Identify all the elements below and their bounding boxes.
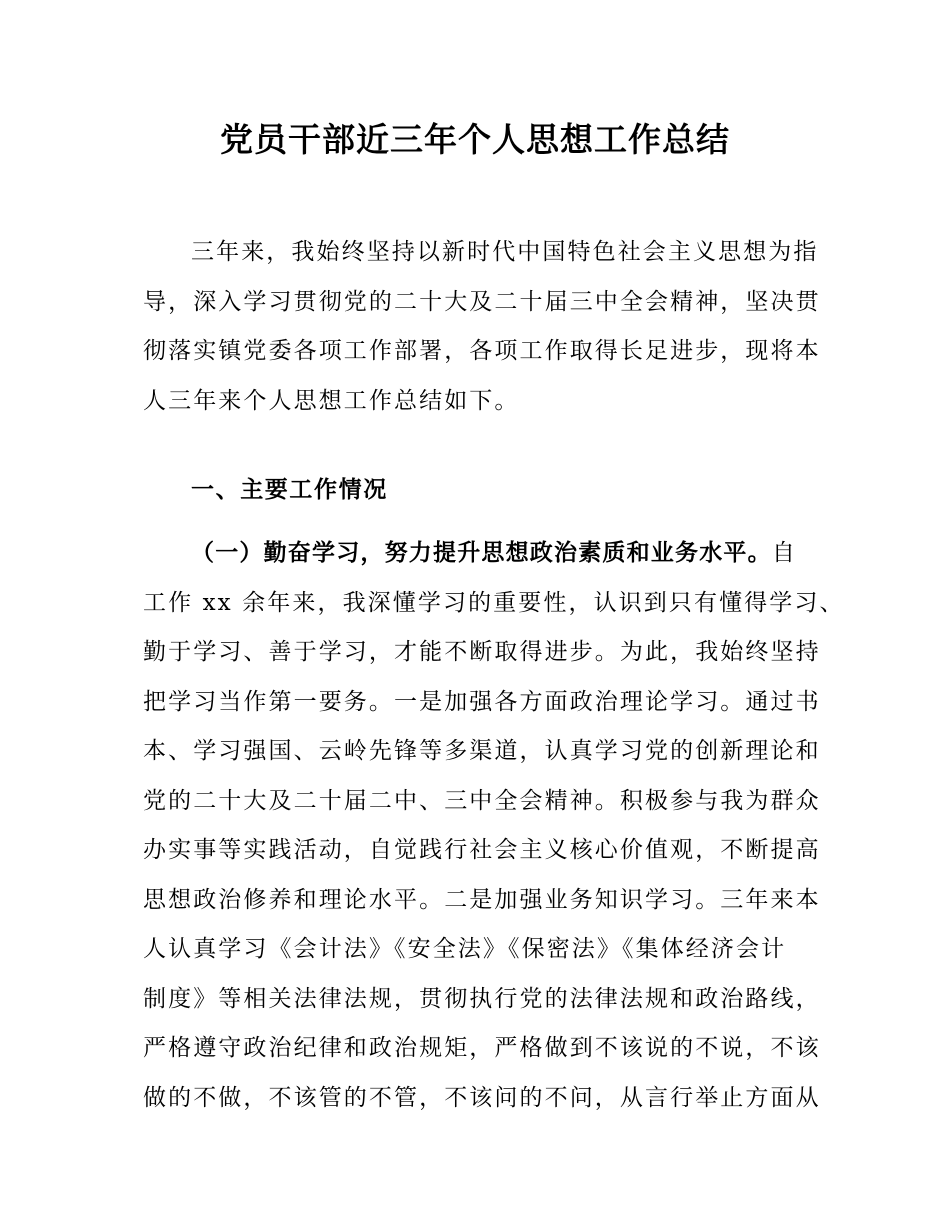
paragraph-line: 人认真学习《会计法》《安全法》《保密法》《集体经济会计 — [143, 936, 787, 962]
paragraph-line: 办实事等实践活动，自觉践行社会主义核心价值观，不断提高 — [143, 837, 821, 863]
paragraph-line: 把学习当作第一要务。一是加强各方面政治理论学习。通过书 — [143, 688, 821, 715]
paragraph-line: 做的不做，不该管的不管，不该问的不问，从言行举止方面从 — [143, 1084, 821, 1111]
paragraph-line: 勤于学习、善于学习，才能不断取得进步。为此，我始终坚持 — [143, 639, 821, 665]
paragraph-line: 导，深入学习贯彻党的二十大及二十届三中全会精神，坚决贯 — [143, 288, 821, 315]
intro-paragraph — [143, 228, 821, 426]
paragraph-line: 思想政治修养和理论水平。二是加强业务知识学习。三年来本 — [143, 886, 821, 913]
paragraph-line: 党的二十大及二十届二中、三中全会精神。积极参与我为群众 — [143, 787, 821, 814]
section-heading-block — [143, 466, 809, 516]
paragraph-line-tail: 自 — [771, 540, 797, 566]
paragraph-line: 三年来，我始终坚持以新时代中国特色社会主义思想为指 — [191, 239, 819, 265]
paragraph-line: 彻落实镇党委各项工作部署，各项工作取得长足进步，现将本 — [143, 338, 821, 364]
paragraph-line: 本、学习强国、云岭先锋等多渠道，认真学习党的创新理论和 — [143, 738, 821, 764]
paragraph-line: 严格遵守政治纪律和政治规矩，严格做到不该说的不说，不该 — [143, 1035, 821, 1061]
paragraph-line: 制度》等相关法律法规，贯彻执行党的法律法规和政治路线， — [143, 985, 821, 1012]
subsection-heading: （一）勤奋学习，努力提升思想政治素质和业务水平。 — [191, 540, 772, 566]
paragraph-line: 人三年来个人思想工作总结如下。 — [143, 387, 520, 414]
subsection-paragraph — [143, 529, 845, 1123]
document-title: 党员干部近三年个人思想工作总结 — [220, 120, 730, 159]
paragraph-line: 工作 xx 余年来，我深懂学习的重要性，认识到只有懂得学习、 — [143, 589, 845, 616]
paragraph-first-line — [143, 529, 809, 579]
section-heading: 一、主要工作情况 — [191, 477, 388, 503]
